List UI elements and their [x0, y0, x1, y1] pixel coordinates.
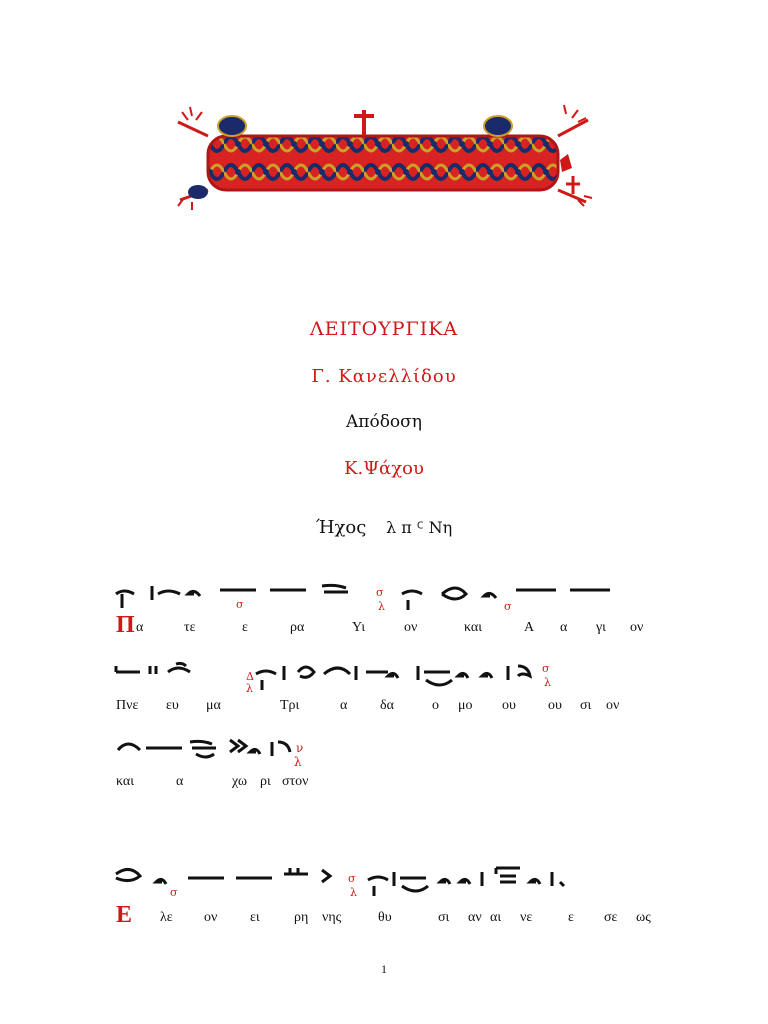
syllable: στον	[282, 774, 309, 789]
syllable: ον	[606, 698, 620, 713]
svg-text:σ: σ	[376, 586, 384, 599]
syllable: α	[560, 620, 568, 635]
neume-row-2	[112, 656, 652, 696]
syllable: ως	[636, 910, 651, 925]
syllable: και	[116, 774, 135, 789]
neume-row-1	[112, 576, 652, 616]
syllable: α	[340, 698, 348, 713]
syllable: σε	[604, 910, 618, 925]
svg-text:λ: λ	[294, 755, 302, 769]
svg-text:λ: λ	[246, 682, 253, 695]
syllable: αν	[468, 910, 482, 925]
page-title: ΛΕΙΤΟΥΡΓΙΚΑ	[309, 318, 459, 340]
syllable: ου	[502, 698, 516, 713]
composer-name: Γ. Κανελλίδου	[311, 366, 457, 387]
lyric-row-1	[112, 612, 672, 644]
mode-line	[0, 516, 768, 538]
syllable: μο	[458, 698, 473, 713]
lyric-row-4	[112, 902, 672, 934]
syllable: ρα	[290, 620, 305, 635]
lyric-row-3	[112, 774, 672, 798]
syllable: ε	[242, 620, 248, 635]
page-number: 1	[381, 962, 387, 976]
svg-text:λ: λ	[350, 886, 357, 899]
syllable: δα	[380, 698, 394, 713]
ornamental-header	[168, 102, 600, 214]
syllable: ε	[568, 910, 574, 925]
syllable: ον	[404, 620, 418, 635]
lyric-row-2	[112, 698, 672, 722]
svg-text:σ: σ	[170, 886, 178, 899]
syllable: λε	[160, 910, 173, 925]
syllable: αι	[490, 910, 502, 925]
syllable: α	[136, 620, 144, 635]
neume-row-3	[112, 732, 652, 772]
syllable: ο	[432, 698, 439, 713]
syllable: ον	[204, 910, 218, 925]
svg-text:σ: σ	[504, 600, 512, 613]
svg-text:λ: λ	[378, 600, 385, 613]
syllable: ρι	[260, 774, 271, 789]
arranger-name: Κ.Ψάχου	[344, 458, 424, 479]
syllable: Τρι	[280, 698, 300, 713]
syllable: και	[464, 620, 483, 635]
svg-text:ν: ν	[296, 741, 304, 755]
syllable: γι	[596, 620, 606, 635]
svg-text:λ: λ	[544, 676, 551, 689]
syllable: ευ	[166, 698, 179, 713]
syllable: Α	[524, 620, 535, 635]
syllable: ου	[548, 698, 562, 713]
drop-cap-4: Ε	[116, 902, 133, 928]
svg-text:Δ: Δ	[246, 670, 254, 683]
syllable: α	[176, 774, 184, 789]
arrangement-label: Απόδοση	[346, 412, 422, 432]
svg-text:σ: σ	[348, 872, 356, 885]
syllable: νης	[322, 910, 342, 925]
syllable: σι	[438, 910, 450, 925]
syllable: σι	[580, 698, 592, 713]
syllable: ον	[630, 620, 644, 635]
syllable: νε	[520, 910, 533, 925]
mode-label: Ήχος	[315, 517, 367, 538]
svg-text:σ: σ	[542, 662, 550, 675]
drop-cap-1: Π	[116, 612, 135, 638]
syllable: μα	[206, 698, 221, 713]
mode-signature-symbols: λ π ꟲ Νη	[386, 518, 453, 537]
syllable: τε	[184, 620, 196, 635]
neume-row-4	[112, 862, 652, 902]
syllable: ει	[250, 910, 260, 925]
syllable: Υι	[352, 620, 366, 635]
syllable: θυ	[378, 910, 392, 925]
syllable: Πνε	[116, 698, 139, 713]
svg-text:σ: σ	[236, 598, 244, 611]
syllable: χω	[232, 774, 248, 789]
syllable: ρη	[294, 910, 309, 925]
